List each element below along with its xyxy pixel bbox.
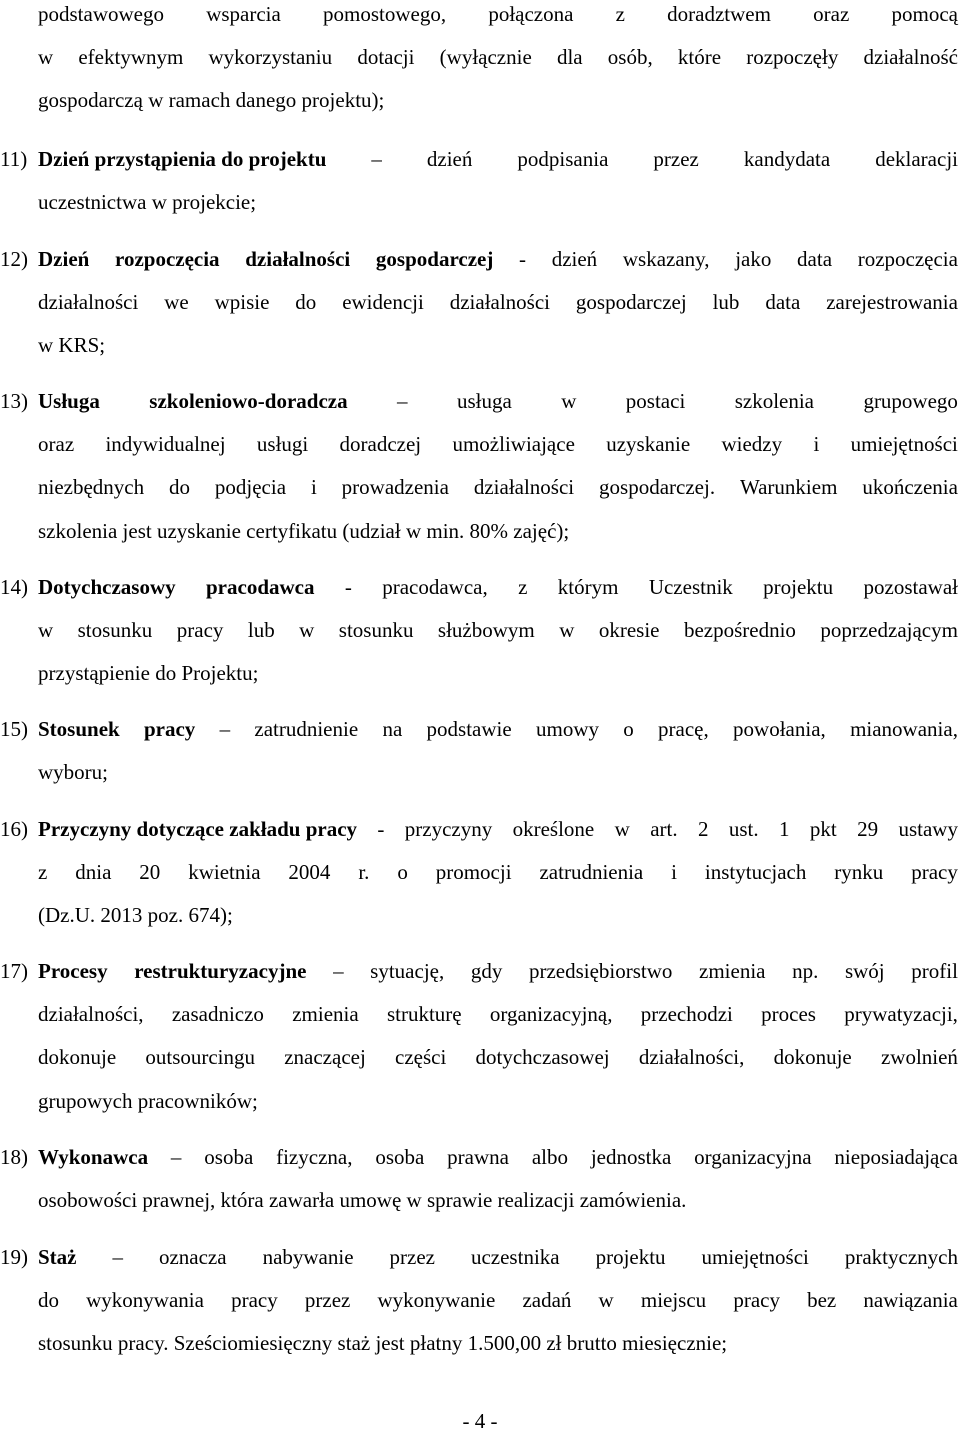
word: prywatyzacji, — [844, 1002, 958, 1026]
word: restrukturyzacyjne — [134, 959, 307, 983]
word: 1 — [778, 817, 790, 841]
word: działalności — [38, 290, 139, 314]
word: podjęcia — [214, 475, 287, 499]
word: okresie — [598, 618, 660, 642]
word: dnia — [75, 860, 112, 884]
word: działalności, — [638, 1045, 745, 1069]
word: szkolenia — [734, 389, 815, 413]
word: umowy — [535, 717, 599, 741]
word: w — [38, 618, 54, 642]
word: we — [164, 290, 189, 314]
word: o — [623, 717, 634, 741]
item-number: 13) — [0, 389, 28, 413]
word: praktycznych — [844, 1245, 958, 1269]
word: przez — [389, 1245, 435, 1269]
definition-14-cont-2: przystąpienie do Projektu; — [38, 661, 259, 685]
word: gdy — [470, 959, 503, 983]
definition-17-cont-2 — [38, 1044, 958, 1070]
word: ustawy — [898, 817, 958, 841]
word: nieposiadająca — [834, 1145, 958, 1169]
word: pracę, — [658, 717, 709, 741]
word: promocji — [435, 860, 512, 884]
word: wsparcia — [206, 2, 281, 26]
word: lub — [247, 618, 275, 642]
word: określone — [512, 817, 595, 841]
word: dokonuje — [38, 1045, 117, 1069]
definition-14-cont-1 — [38, 617, 958, 643]
word: pracy — [143, 717, 196, 741]
word: doradczej — [339, 432, 422, 456]
word: działalności — [449, 290, 551, 314]
word: prawna — [447, 1145, 509, 1169]
word: dzień — [551, 247, 598, 271]
word: art. — [650, 817, 678, 841]
word: wskazany, — [622, 247, 710, 271]
word: 2 — [697, 817, 709, 841]
definition-13-cont-3: szkolenia jest uzyskanie certyfikatu (udział w min. 80% zajęć); — [38, 519, 570, 543]
dash: – — [170, 1145, 182, 1169]
word: części — [395, 1045, 447, 1069]
word: postaci — [625, 389, 686, 413]
item-number: 15) — [0, 717, 28, 741]
definition-17 — [0, 958, 958, 984]
word: działalności, — [38, 1002, 144, 1026]
word: dla — [556, 45, 583, 69]
word: zmienia — [292, 1002, 359, 1026]
word: outsourcingu — [145, 1045, 256, 1069]
word: przechodzi — [640, 1002, 733, 1026]
word: nabywanie — [262, 1245, 354, 1269]
word: dotacji — [357, 45, 415, 69]
word: pomostowego, — [323, 2, 447, 26]
item-number: 11) — [0, 147, 28, 171]
word: np. — [792, 959, 819, 983]
intro-line-1 — [38, 1, 958, 27]
definition-19 — [0, 1244, 958, 1270]
word: pracodawca — [206, 575, 315, 599]
word: podpisania — [517, 147, 609, 171]
word: którym — [557, 575, 619, 599]
word: - — [377, 817, 385, 841]
item-number: 19) — [0, 1245, 28, 1269]
word: dotychczasowej — [475, 1045, 610, 1069]
word: i — [671, 860, 677, 884]
word: wykonywanie — [377, 1288, 496, 1312]
word: projektu — [763, 575, 834, 599]
definition-13 — [0, 388, 958, 414]
word: 20 — [139, 860, 161, 884]
definition-17-cont-3: grupowych pracowników; — [38, 1089, 258, 1113]
word: ewidencji — [342, 290, 424, 314]
word: strukturę — [386, 1002, 462, 1026]
word: data — [797, 247, 833, 271]
term: Przyczyny dotyczące zakładu pracy — [38, 817, 358, 841]
word: na — [382, 717, 403, 741]
word: podstawie — [426, 717, 512, 741]
definition-14 — [0, 574, 958, 600]
definition-13-cont-1 — [38, 431, 958, 457]
word: działalności — [473, 475, 575, 499]
word: zarejestrowania — [826, 290, 958, 314]
word: Dotychczasowy — [38, 575, 176, 599]
word: zatrudnienie — [254, 717, 359, 741]
word: rozpoczęcia — [115, 247, 220, 271]
word: Warunkiem — [739, 475, 838, 499]
word: pracy — [733, 1288, 780, 1312]
word: pkt — [809, 817, 837, 841]
word: znaczącej — [284, 1045, 366, 1069]
term: Staż — [38, 1245, 77, 1269]
word: i — [813, 432, 820, 456]
word: osoba — [204, 1145, 254, 1169]
definition-18-cont-1: osobowości prawnej, która zawarła umowę w sprawie realizacji zamówienia. — [38, 1188, 687, 1212]
word: ust. — [728, 817, 759, 841]
word: kwietnia — [188, 860, 261, 884]
word: instytucjach — [704, 860, 807, 884]
word: niezbędnych — [38, 475, 145, 499]
word: z — [615, 2, 625, 26]
word: działalności — [245, 247, 351, 271]
dash: – — [219, 717, 231, 741]
word: w — [614, 817, 630, 841]
word: rozpoczęły — [746, 45, 839, 69]
item-number: 12) — [0, 247, 28, 271]
word: 29 — [857, 817, 879, 841]
word: osoba — [375, 1145, 425, 1169]
definition-16-cont-1 — [38, 859, 958, 885]
word: rynku — [834, 860, 884, 884]
word: stosunku — [77, 618, 153, 642]
word: pozostawał — [863, 575, 958, 599]
word: umiejętności — [850, 432, 958, 456]
definition-15 — [0, 716, 958, 742]
word: usługi — [256, 432, 309, 456]
word: bezpośrednio — [683, 618, 796, 642]
word: przez — [653, 147, 699, 171]
word: w — [598, 1288, 614, 1312]
item-number: 14) — [0, 575, 28, 599]
word: i — [310, 475, 317, 499]
dash: – — [333, 959, 344, 983]
word: zadań — [522, 1288, 572, 1312]
word: przedsiębiorstwo — [528, 959, 673, 983]
word: do — [295, 290, 317, 314]
word: dokonuje — [773, 1045, 852, 1069]
word: r. — [358, 860, 370, 884]
word: organizacyjna — [694, 1145, 812, 1169]
word: albo — [531, 1145, 568, 1169]
dash: – — [371, 147, 382, 171]
word: gospodarczej. — [599, 475, 716, 499]
word: działalność — [863, 45, 958, 69]
word: (wyłącznie — [439, 45, 532, 69]
word: oraz — [38, 432, 75, 456]
word: z — [38, 860, 48, 884]
word: umiejętności — [701, 1245, 809, 1269]
definition-17-cont-1 — [38, 1001, 958, 1027]
word: wpisie — [214, 290, 270, 314]
word: grupowego — [863, 389, 958, 413]
word: Usługa — [38, 389, 100, 413]
word: uzyskanie — [606, 432, 691, 456]
word: przyczyny — [404, 817, 493, 841]
word: sytuację, — [370, 959, 445, 983]
word: uczestnika — [470, 1245, 560, 1269]
word: pracy — [231, 1288, 278, 1312]
item-number: 18) — [0, 1145, 28, 1169]
word: usługa — [456, 389, 512, 413]
intro-line-3: gospodarczą w ramach danego projektu); — [38, 88, 385, 112]
word: w — [559, 618, 575, 642]
word: - — [519, 247, 527, 271]
definition-12 — [0, 246, 958, 272]
word: osób, — [607, 45, 653, 69]
dash: – — [397, 389, 408, 413]
definition-19-cont-1 — [38, 1287, 958, 1313]
word: wiedzy — [721, 432, 783, 456]
definition-16 — [0, 816, 958, 842]
word: szkoleniowo-doradcza — [149, 389, 348, 413]
word: umożliwiające — [452, 432, 575, 456]
word: podstawowego — [38, 2, 164, 26]
item-number: 17) — [0, 959, 28, 983]
definition-16-cont-2: (Dz.U. 2013 poz. 674); — [38, 903, 233, 927]
word: data — [765, 290, 801, 314]
word: wykorzystaniu — [208, 45, 333, 69]
item-number: 16) — [0, 817, 28, 841]
definition-19-cont-2: stosunku pracy. Sześciomiesięczny staż jest płatny 1.500,00 zł brutto miesięcznie; — [38, 1331, 728, 1355]
word: - — [344, 575, 352, 599]
word: do — [38, 1288, 59, 1312]
word: Stosunek — [38, 717, 120, 741]
word: deklaracji — [875, 147, 958, 171]
word: w — [38, 45, 54, 69]
word: swój — [844, 959, 885, 983]
dash: – — [112, 1245, 123, 1269]
word: jako — [735, 247, 772, 271]
word: lub — [712, 290, 740, 314]
definition-11 — [0, 146, 958, 172]
term: Dzień przystąpienia do projektu — [38, 147, 327, 171]
word: zasadniczo — [171, 1002, 264, 1026]
definition-15-cont-1: wyboru; — [38, 760, 108, 784]
word: jednostka — [590, 1145, 672, 1169]
word: które — [677, 45, 722, 69]
definition-12-cont-2: w KRS; — [38, 333, 106, 357]
word: doradztwem — [667, 2, 771, 26]
intro-line-2 — [38, 44, 958, 70]
word: Dzień — [38, 247, 90, 271]
word: poprzedzającym — [820, 618, 958, 642]
word: służbowym — [437, 618, 535, 642]
word: efektywnym — [78, 45, 184, 69]
word: oznacza — [158, 1245, 227, 1269]
word: zwolnień — [880, 1045, 958, 1069]
page-number: - 4 - — [462, 1409, 498, 1433]
word: pomocą — [891, 2, 958, 26]
definition-11-cont-1: uczestnictwa w projekcie; — [38, 190, 257, 214]
word: pracy — [911, 860, 958, 884]
definition-18 — [0, 1144, 958, 1170]
word: mianowania, — [850, 717, 958, 741]
word: z — [518, 575, 528, 599]
word: nawiązania — [863, 1288, 958, 1312]
word: gospodarczej — [575, 290, 687, 314]
word: Procesy — [38, 959, 108, 983]
word: prowadzenia — [341, 475, 449, 499]
word: organizacyjną, — [489, 1002, 613, 1026]
word: gospodarczej — [375, 247, 494, 271]
word: w — [299, 618, 315, 642]
word: zatrudnienia — [539, 860, 644, 884]
word: oraz — [813, 2, 850, 26]
word: przez — [304, 1288, 351, 1312]
word: połączona — [488, 2, 574, 26]
word: bez — [807, 1288, 837, 1312]
term: Wykonawca — [38, 1145, 149, 1169]
word: stosunku — [338, 618, 414, 642]
word: pracodawca, — [382, 575, 488, 599]
word: o — [397, 860, 408, 884]
word: indywidualnej — [105, 432, 226, 456]
word: profil — [911, 959, 958, 983]
word: wykonywania — [86, 1288, 204, 1312]
word: do — [169, 475, 191, 499]
word: dzień — [426, 147, 473, 171]
word: Uczestnik — [648, 575, 733, 599]
word: projektu — [595, 1245, 666, 1269]
word: miejscu — [640, 1288, 707, 1312]
word: powołania, — [733, 717, 826, 741]
word: 2004 — [288, 860, 331, 884]
word: proces — [761, 1002, 816, 1026]
word: fizyczna, — [276, 1145, 353, 1169]
word: ukończenia — [862, 475, 958, 499]
word: w — [561, 389, 577, 413]
definition-13-cont-2 — [38, 474, 958, 500]
word: zmienia — [699, 959, 766, 983]
definition-12-cont-1 — [38, 289, 958, 315]
word: pracy — [176, 618, 224, 642]
word: rozpoczęcia — [857, 247, 958, 271]
word: kandydata — [743, 147, 831, 171]
